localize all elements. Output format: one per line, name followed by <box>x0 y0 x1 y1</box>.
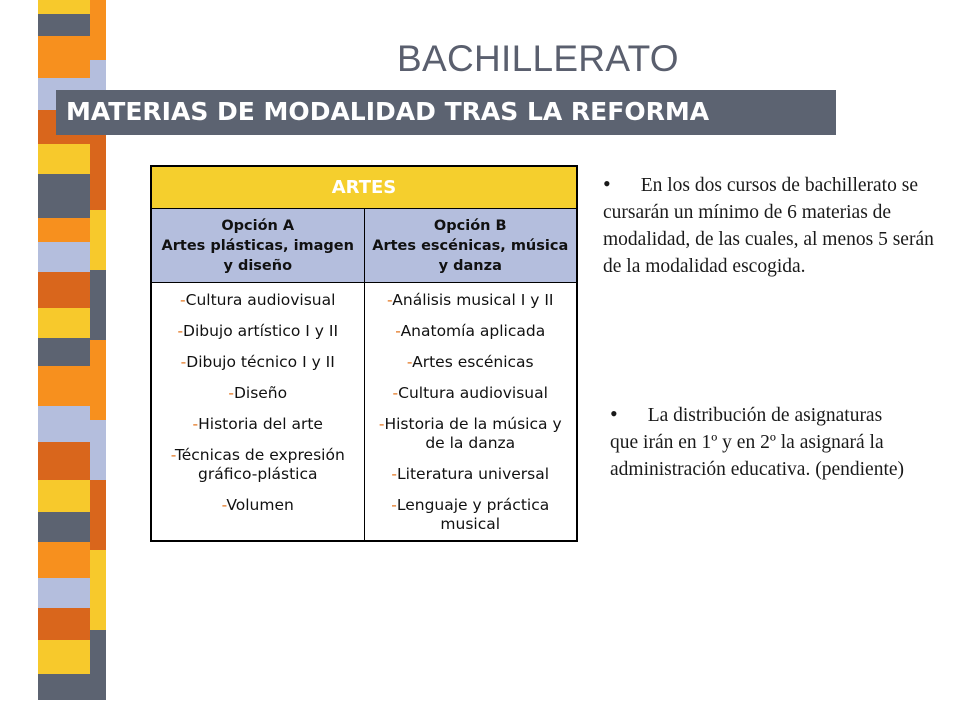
stripe-segment <box>38 442 90 480</box>
stripe-segment <box>38 14 90 36</box>
dash-marker: - <box>180 353 187 371</box>
stripe-segment <box>38 640 90 674</box>
bullet-symbol: • <box>610 401 618 426</box>
stripe-segment <box>38 218 90 242</box>
stripe-segment <box>38 406 90 442</box>
dash-marker: - <box>391 496 397 514</box>
subject-name: Dibujo artístico I y II <box>183 322 339 340</box>
bullet-text-1: En los dos cursos de bachillerato se cursarán un mínimo de 6 materias de modalidad, de las cuales, al menos 5 serán de la modalidad escogida. <box>603 175 934 277</box>
subject-name: Artes escénicas <box>412 353 534 371</box>
stripe-segment <box>38 144 90 174</box>
subject-item <box>369 353 573 372</box>
dash-marker: - <box>221 496 227 514</box>
bullet-text-2: La distribución de asignaturas que irán en 1º y en 2º la asignará la administración educativa. (pendiente) <box>610 405 905 480</box>
subject-name: Cultura audiovisual <box>185 291 336 309</box>
dash-marker: - <box>395 322 401 340</box>
option-a-header <box>151 209 364 283</box>
subject-item <box>156 496 360 515</box>
subject-name: Cultura audiovisual <box>398 384 548 402</box>
bullet-paragraph-2 <box>610 400 910 483</box>
stripe-segment <box>38 338 90 366</box>
stripe-segment <box>38 512 90 542</box>
stripe-segment <box>38 242 90 272</box>
option-b-label: Opción B <box>433 218 507 234</box>
subject-name: Volumen <box>226 496 294 514</box>
bullet-symbol: • <box>603 171 611 196</box>
stripe-segment <box>38 608 90 640</box>
artes-table <box>150 165 578 542</box>
stripe-segment <box>38 480 90 512</box>
stripe-segment <box>38 674 90 700</box>
dash-marker: - <box>180 291 186 309</box>
subject-item <box>156 291 360 310</box>
stripe-segment <box>38 308 90 338</box>
subject-name: Técnicas de expresión gráfico-plástica <box>174 446 345 483</box>
stripe-segment <box>38 36 90 78</box>
subject-name: Historia del arte <box>198 415 323 433</box>
subtitle-bar <box>56 90 836 135</box>
subject-item <box>369 465 573 484</box>
subject-name: Dibujo técnico I y II <box>186 353 335 371</box>
subject-item <box>369 322 573 341</box>
subject-item <box>369 291 573 310</box>
option-b-subjects <box>364 283 577 542</box>
option-b-header <box>364 209 577 283</box>
dash-marker: - <box>391 465 398 483</box>
subject-item <box>156 322 360 341</box>
subject-name: Diseño <box>233 384 288 402</box>
subject-item <box>156 384 360 403</box>
subject-name: Literatura universal <box>397 465 550 483</box>
dash-marker: - <box>392 384 399 402</box>
subject-name: Anatomía aplicada <box>400 322 546 340</box>
table-header: ARTES <box>151 166 577 209</box>
stripe-segment <box>38 174 90 218</box>
dash-marker: - <box>228 384 234 402</box>
dash-marker: - <box>192 415 199 433</box>
stripe-segment <box>38 272 90 308</box>
subtitle-text: MATERIAS DE MODALIDAD TRAS LA REFORMA <box>66 97 710 126</box>
dash-marker: - <box>406 353 413 371</box>
subject-item <box>156 415 360 434</box>
option-a-subjects <box>151 283 364 542</box>
stripe-segment <box>38 578 90 608</box>
subject-item <box>369 496 573 534</box>
subject-item <box>369 415 573 453</box>
subject-name: Historia de la música y de la danza <box>384 415 562 452</box>
stripe-segment <box>38 542 90 578</box>
subject-item <box>156 446 360 484</box>
option-a-name: Artes plásticas, imagen y diseño <box>161 238 354 274</box>
subject-name: Lenguaje y práctica musical <box>396 496 550 533</box>
bullet-paragraph-1 <box>603 170 948 280</box>
dash-marker: - <box>378 415 385 433</box>
stripe-segment <box>38 0 90 14</box>
page-title: BACHILLERATO <box>397 38 679 79</box>
dash-marker: - <box>387 291 393 309</box>
option-a-label: Opción A <box>221 218 295 234</box>
subject-name: Análisis musical I y II <box>392 291 554 309</box>
dash-marker: - <box>177 322 184 340</box>
dash-marker: - <box>170 446 175 464</box>
subject-item <box>156 353 360 372</box>
subject-item <box>369 384 573 403</box>
stripe-segment <box>38 366 90 406</box>
option-b-name: Artes escénicas, música y danza <box>372 238 569 274</box>
